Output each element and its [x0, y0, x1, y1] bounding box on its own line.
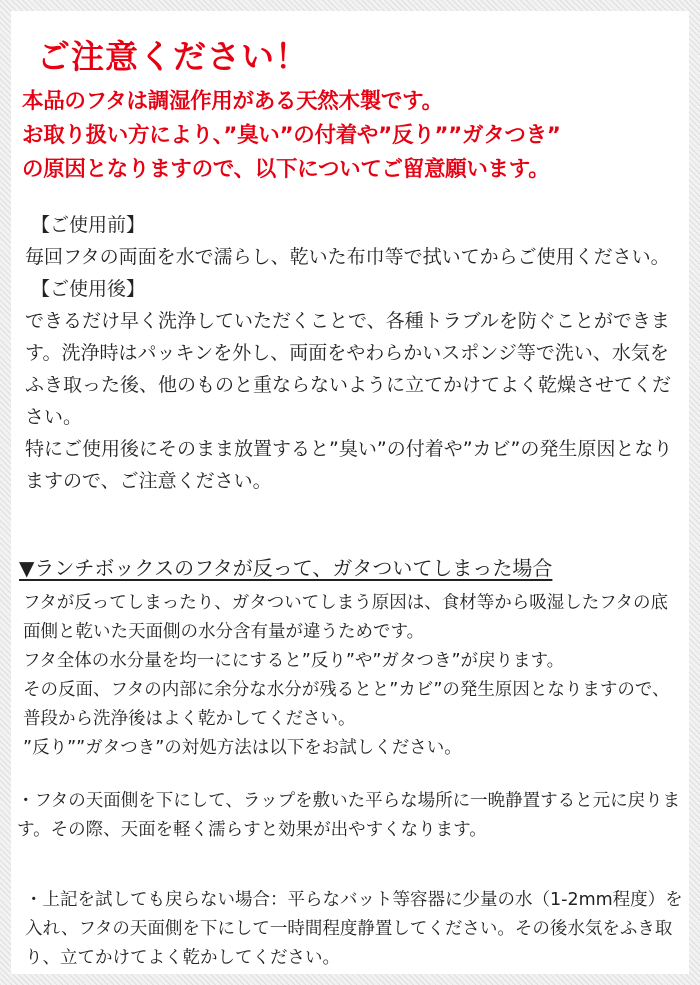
- lead-warning: [22, 85, 686, 187]
- notice-title: ご注意ください！: [37, 37, 309, 76]
- before-use-text: 毎回フタの両面を水で濡らし、乾いた布巾等で拭いてからご使用ください。: [25, 246, 670, 268]
- mold-warning-text: その反面、フタの内部に余分な水分が残るとと”カビ”の発生原因となりますので、普段から洗浄後はよく乾かしてください。: [23, 680, 670, 729]
- lead-line-3: の原因となりますので、以下についてご留意願います。: [22, 157, 550, 182]
- after-use-text: できるだけ早く洗浄していただくことで、各種トラブルを防ぐことができます。洗浄時はパッキンを外し、両面をやわらかいスポンジ等で洗い、水気をふき取った後、他のものと重ならないように立てかけてよく乾燥させてください。: [25, 310, 672, 428]
- warp-section-body: [23, 589, 685, 763]
- remedy-tip-1: ・フタの天面側を下にして、ラップを敷いた平らな場所に一晩静置すると元に戻ります。その際、天面を軽く濡らすと効果が出やすくなります。: [17, 791, 681, 840]
- lead-line-2: お取り扱い方により、”臭い”の付着や”反り””ガタつき”: [22, 123, 561, 148]
- after-use-heading: 【ご使用後】: [31, 278, 146, 300]
- notice-card: [11, 11, 689, 974]
- before-use-heading: 【ご使用前】: [31, 214, 146, 236]
- warp-section-heading: ▼ランチボックスのフタが反って、ガタついてしまった場合: [19, 556, 553, 580]
- remedy-tip-2: ・上記を試しても戻らない場合：平らなバット等容器に少量の水（1-2mm程度）を入れ、フタの天面側を下にして一時間程度静置してください。その後水気をふき取り、立てかけてよく乾かしてください。: [25, 890, 683, 968]
- care-instructions: [25, 209, 685, 497]
- lead-line-1: 本品のフタは調湿作用がある天然木製です。: [22, 89, 443, 114]
- warp-fix-text: フタ全体の水分量を均一ににすると”反り”や”ガタつき”が戻ります。: [23, 651, 565, 671]
- warp-cause-text: フタが反ってしまったり、ガタついてしまう原因は、食材等から吸湿したフタの底面側と乾いた天面側の水分含有量が違うためです。: [23, 593, 669, 642]
- after-use-warning: 特にご使用後にそのまま放置すると”臭い”の付着や”カビ”の発生原因となりますので、ご注意ください。: [25, 438, 673, 492]
- remedy-intro-text: ”反り””ガタつき”の対処方法は以下をお試しください。: [23, 738, 462, 758]
